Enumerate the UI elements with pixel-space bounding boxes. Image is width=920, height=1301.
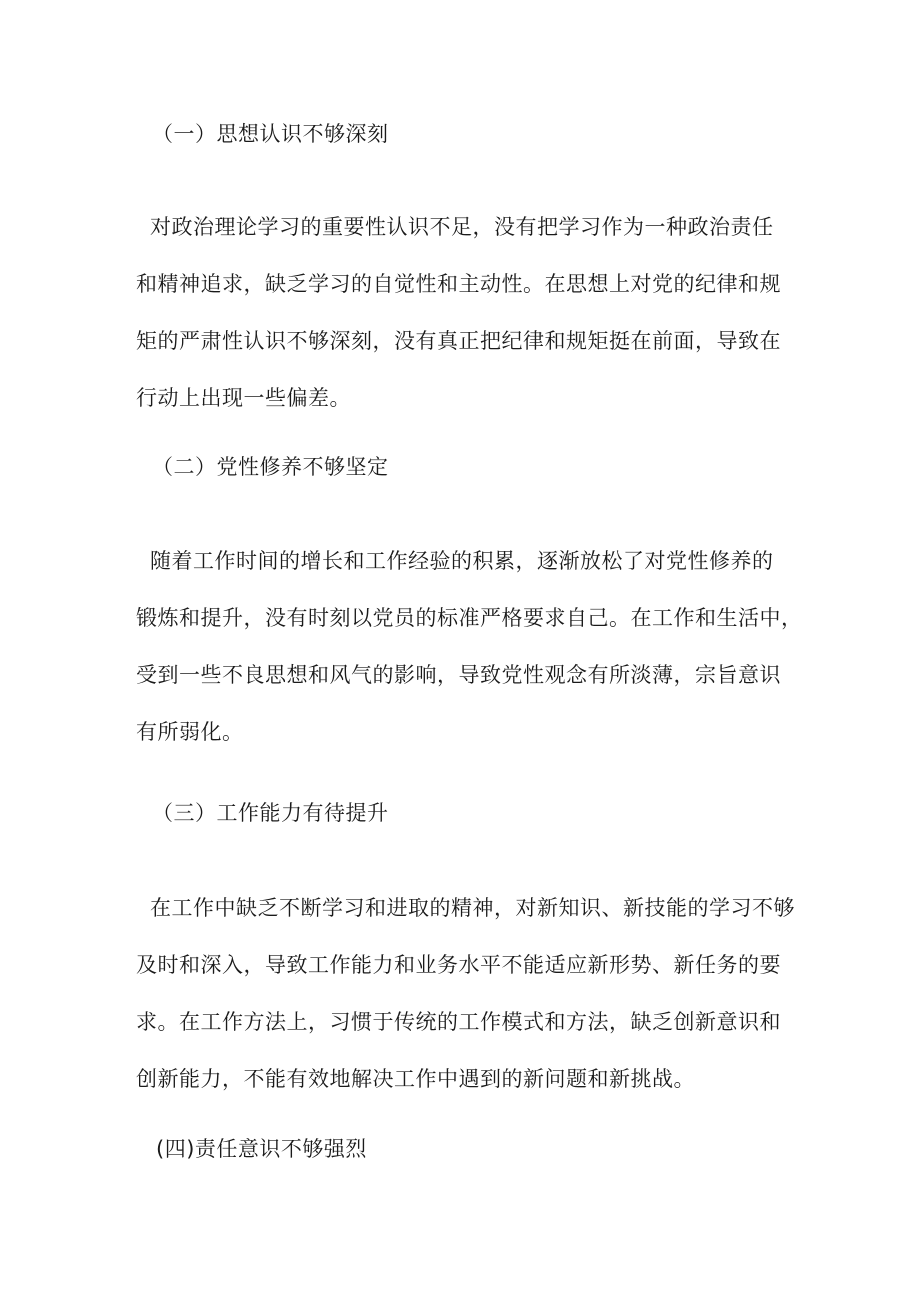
section-3-heading: （三）工作能力有待提升 [152,801,389,825]
paragraph-line: 求。在工作方法上，习惯于传统的工作模式和方法，缺乏创新意识和 [136,1010,781,1034]
paragraph-line: 创新能力，不能有效地解决工作中遇到的新问题和新挑战。 [136,1067,695,1091]
paragraph-line: 锻炼和提升，没有时刻以党员的标准严格要求自己。在工作和生活中， [136,606,803,630]
section-1-heading: （一）思想认识不够深刻 [152,122,389,146]
section-2-heading: （二）党性修养不够坚定 [152,455,389,479]
paragraph-line: 随着工作时间的增长和工作经验的积累，逐渐放松了对党性修养的 [150,549,774,573]
paragraph-line: 在工作中缺乏不断学习和进取的精神，对新知识、新技能的学习不够 [150,896,795,920]
paragraph-line: 行动上出现一些偏差。 [136,386,351,410]
section-2-paragraph [136,533,803,761]
paragraph-line: 有所弱化。 [136,720,244,744]
section-3-paragraph [136,880,796,1108]
section-4-heading: (四)责任意识不够强烈 [156,1137,367,1161]
paragraph-line: 对政治理论学习的重要性认识不足，没有把学习作为一种政治责任 [150,215,774,239]
section-1-paragraph [136,199,796,427]
paragraph-line: 和精神追求，缺乏学习的自觉性和主动性。在思想上对党的纪律和规 [136,272,781,296]
paragraph-line: 矩的严肃性认识不够深刻，没有真正把纪律和规矩挺在前面，导致在 [136,329,781,353]
paragraph-line: 及时和深入，导致工作能力和业务水平不能适应新形势、新任务的要 [136,953,781,977]
paragraph-line: 受到一些不良思想和风气的影响，导致党性观念有所淡薄，宗旨意识 [136,663,781,687]
